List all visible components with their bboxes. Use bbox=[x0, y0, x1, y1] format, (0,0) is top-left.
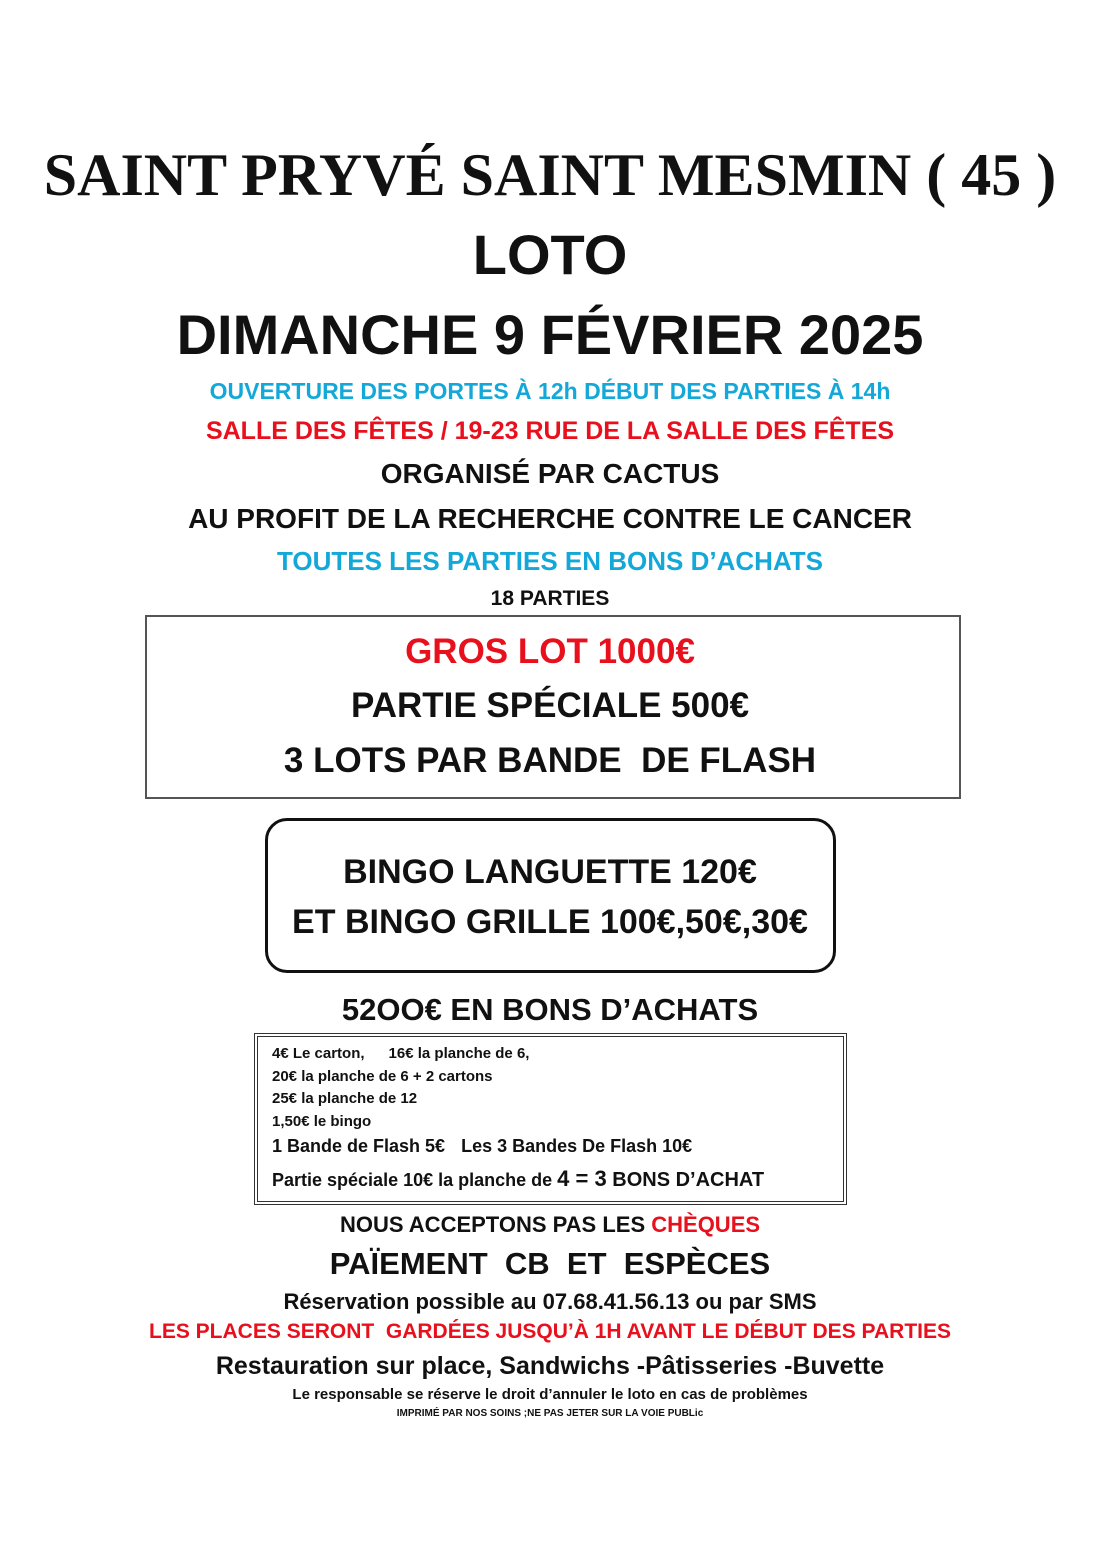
price-line-5 bbox=[272, 1136, 692, 1157]
bingo-languette: BINGO LANGUETTE 120€ bbox=[343, 853, 757, 891]
opening-hours: OUVERTURE DES PORTES À 12h DÉBUT DES PARTIES À 14h bbox=[209, 378, 891, 404]
jackpot: GROS LOT 1000€ bbox=[405, 632, 695, 671]
event-date: DIMANCHE 9 FÉVRIER 2025 bbox=[176, 303, 924, 366]
price-special-ratio: 4 = 3 bbox=[557, 1166, 607, 1191]
price-planche-6: 16€ la planche de 6, bbox=[388, 1045, 530, 1062]
price-line-4: 1,50€ le bingo bbox=[272, 1113, 372, 1130]
disclaimer: Le responsable se réserve le droit d’annuler le loto en cas de problèmes bbox=[292, 1386, 808, 1403]
cheques-notice bbox=[0, 1210, 1100, 1240]
price-line-3: 25€ la planche de 12 bbox=[272, 1090, 418, 1107]
payment-methods: PAÏEMENT CB ET ESPÈCES bbox=[329, 1246, 771, 1281]
price-carton: 4€ Le carton, bbox=[272, 1045, 365, 1062]
print-notice: IMPRIMÉ PAR NOS SOINS ;NE PAS JETER SUR LA VOIE PUBLic bbox=[396, 1408, 704, 1419]
organizer: ORGANISÉ PAR CACTUS bbox=[380, 458, 720, 489]
prizes-type: TOUTES LES PARTIES EN BONS D’ACHATS bbox=[276, 546, 824, 576]
price-flash-single: 1 Bande de Flash 5€ bbox=[272, 1136, 446, 1156]
flash-lots: 3 LOTS PAR BANDE DE FLASH bbox=[283, 741, 817, 780]
reservation: Réservation possible au 07.68.41.56.13 ou par SMS bbox=[283, 1289, 817, 1314]
total-prizes: 52OO€ EN BONS D’ACHATS bbox=[341, 992, 759, 1027]
food-services: Restauration sur place, Sandwichs -Pâtisseries -Buvette bbox=[215, 1352, 885, 1380]
price-line-6 bbox=[272, 1166, 764, 1192]
price-line-1 bbox=[272, 1045, 529, 1062]
cheques-prefix: NOUS ACCEPTONS PAS LES bbox=[339, 1212, 652, 1237]
price-line-2: 20€ la planche de 6 + 2 cartons bbox=[272, 1068, 493, 1085]
price-special-text: Partie spéciale 10€ la planche de bbox=[272, 1170, 558, 1190]
event-title: LOTO bbox=[472, 223, 628, 286]
games-count: 18 PARTIES bbox=[490, 587, 610, 610]
places-notice: LES PLACES SERONT GARDÉES JUSQU’À 1H AVANT LE DÉBUT DES PARTIES bbox=[149, 1320, 951, 1343]
price-special-suffix: BONS D’ACHAT bbox=[606, 1169, 765, 1191]
bingo-grille: ET BINGO GRILLE 100€,50€,30€ bbox=[292, 903, 808, 941]
cheques-word: CHÈQUES bbox=[651, 1212, 761, 1237]
town-title: SAINT PRYVÉ SAINT MESMIN ( 45 ) bbox=[43, 142, 1057, 208]
bingo-box bbox=[265, 818, 836, 973]
special-game: PARTIE SPÉCIALE 500€ bbox=[350, 686, 750, 725]
venue-address: SALLE DES FÊTES / 19-23 RUE DE LA SALLE DES FÊTES bbox=[205, 417, 895, 445]
beneficiary: AU PROFIT DE LA RECHERCHE CONTRE LE CANCER bbox=[188, 503, 912, 534]
price-flash-triple: Les 3 Bandes De Flash 10€ bbox=[461, 1136, 693, 1156]
